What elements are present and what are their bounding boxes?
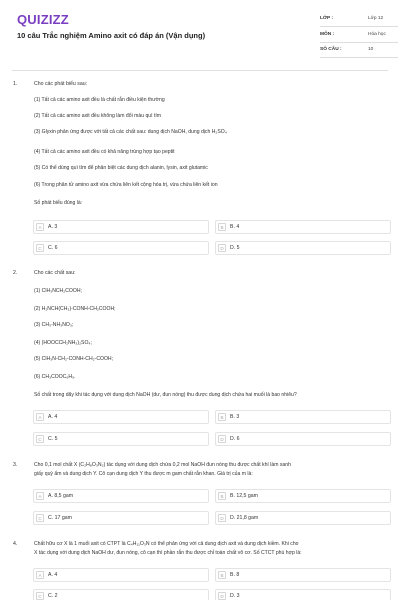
question-stem: Cho các chất sau: (34, 270, 76, 276)
option-letter-box: D (218, 514, 226, 522)
statement: (5) ClH₃N-CH₂-CONH-CH₂-COOH; (34, 356, 114, 362)
question-stem-line: Cho 0,1 mol chất X (C₂H₈O₃N₂) tác dụng với dung dịch chứa 0,2 mol NaOH đun nóng thu được chất khí làm xanh (34, 462, 291, 468)
statement: (5) Có thể dùng quì tím để phân biệt các dung dịch alanin, lysin, axit glutamic (34, 165, 208, 171)
meta-value: 10 (368, 47, 374, 52)
option-text: A. 4 (48, 572, 58, 578)
header-divider (12, 70, 388, 71)
option-letter-box: A (36, 223, 44, 231)
statement: (4) Tất cả các amino axit đều có khả năng trùng hợp tạo peptit (34, 149, 175, 155)
question-number: 3. (13, 462, 18, 468)
answer-option-d[interactable] (215, 241, 391, 255)
option-letter-box: A (36, 492, 44, 500)
option-text: B. 8 (230, 572, 240, 578)
meta-label: MÔN : (320, 32, 335, 37)
statement: (3) Glyxin phản ứng được với tất cả các chất sau: dung dịch NaOH, dung dịch H₂SO₄ (34, 129, 227, 135)
option-letter-box: A (36, 413, 44, 421)
option-text: C. 17 gam (48, 515, 72, 521)
question-number: 2. (13, 270, 18, 276)
statement: (6) CH₃COOC₆H₅. (34, 374, 76, 380)
option-text: D. 3 (230, 593, 240, 599)
option-text: C. 2 (48, 593, 58, 599)
option-letter-box: D (218, 592, 226, 600)
option-letter-box: C (36, 514, 44, 522)
question-stem-line: X tác dụng với dung dịch NaOH dư, đun nóng, cô cạn thì phần rắn thu được chỉ toàn chất vô cơ. Số CTCT phù hợp là: (34, 550, 302, 556)
answer-option-c[interactable] (33, 511, 209, 525)
meta-label: SỐ CÂU : (320, 47, 342, 52)
statement: (2) H₂NCH(CH₃)-CONH-CH₂COOH; (34, 306, 116, 312)
option-text: D. 6 (230, 436, 240, 442)
answer-option-a[interactable] (33, 489, 209, 503)
answer-option-d[interactable] (215, 432, 391, 446)
meta-label: LỚP : (320, 16, 334, 21)
answer-option-d[interactable] (215, 511, 391, 525)
question-prompt: Số chất trong dãy khi tác dụng với dung dịch NaOH (dư, đun nóng) thu được dung dịch chứa hai muối là bao nhiêu? (34, 392, 297, 398)
meta-value: Lớp 12 (368, 16, 384, 21)
option-letter-box: A (36, 571, 44, 579)
answer-option-b[interactable] (215, 568, 391, 582)
option-text: C. 5 (48, 436, 58, 442)
option-text: A. 4 (48, 414, 58, 420)
answer-option-a[interactable] (33, 410, 209, 424)
option-text: B. 12,5 gam (230, 493, 258, 499)
option-text: A. 8,5 gam (48, 493, 74, 499)
answer-option-b[interactable] (215, 410, 391, 424)
option-letter-box: C (36, 244, 44, 252)
question-stem-line: Chất hữu cơ X là 1 muối axit có CTPT là C₄H₁₁O₃N có thể phản ứng với cả dung dịch axit và dung dịch kiềm. Khi cho (34, 541, 299, 547)
option-text: D. 5 (230, 245, 240, 251)
answer-option-a[interactable] (33, 568, 209, 582)
statement: (1) ClH₃NCH₂COOH; (34, 288, 82, 294)
meta-underline (320, 57, 398, 58)
statement: (2) Tất cả các amino axit đều không làm đổi màu quì tím (34, 113, 162, 119)
option-letter-box: B (218, 223, 226, 231)
question-prompt: Số phát biểu đúng là: (34, 200, 83, 206)
option-text: A. 3 (48, 224, 58, 230)
meta-underline (320, 26, 398, 27)
meta-value: Hóa học (368, 32, 386, 37)
option-text: B. 4 (230, 224, 240, 230)
answer-option-a[interactable] (33, 220, 209, 234)
answer-option-c[interactable] (33, 432, 209, 446)
option-text: C. 6 (48, 245, 58, 251)
answer-option-c[interactable] (33, 589, 209, 600)
option-letter-box: C (36, 435, 44, 443)
question-stem: Cho các phát biểu sau: (34, 81, 88, 87)
option-text: B. 3 (230, 414, 240, 420)
page-title: 10 câu Trắc nghiệm Amino axit có đáp án (Vận dụng) (17, 31, 206, 40)
option-letter-box: B (218, 413, 226, 421)
question-stem-line: giấy quỳ ẩm và dung dịch Y. Cô cạn dung dịch Y thu được m gam chất rắn khan. Giá trị của m là: (34, 471, 253, 477)
answer-option-b[interactable] (215, 489, 391, 503)
question-number: 4. (13, 541, 18, 547)
option-letter-box: D (218, 244, 226, 252)
option-letter-box: D (218, 435, 226, 443)
option-letter-box: B (218, 571, 226, 579)
option-text: D. 21,8 gam (230, 515, 259, 521)
statement: (4) (HOOCCH₂NH₃)₂SO₄; (34, 340, 92, 346)
option-letter-box: C (36, 592, 44, 600)
quizizz-logo: QUIZIZZ (17, 12, 69, 27)
answer-option-b[interactable] (215, 220, 391, 234)
answer-option-c[interactable] (33, 241, 209, 255)
statement: (6) Trong phân tử amino axit vừa chứa liên kết cộng hóa trị, vừa chứa liên kết ion (34, 182, 218, 188)
worksheet-header (0, 0, 400, 68)
meta-underline (320, 42, 398, 43)
option-letter-box: B (218, 492, 226, 500)
statement: (1) Tất cả các amino axit đều là chất rắn điều kiện thường (34, 97, 165, 103)
answer-option-d[interactable] (215, 589, 391, 600)
statement: (3) CH₃-NH₃NO₃; (34, 322, 74, 328)
question-number: 1. (13, 81, 18, 87)
